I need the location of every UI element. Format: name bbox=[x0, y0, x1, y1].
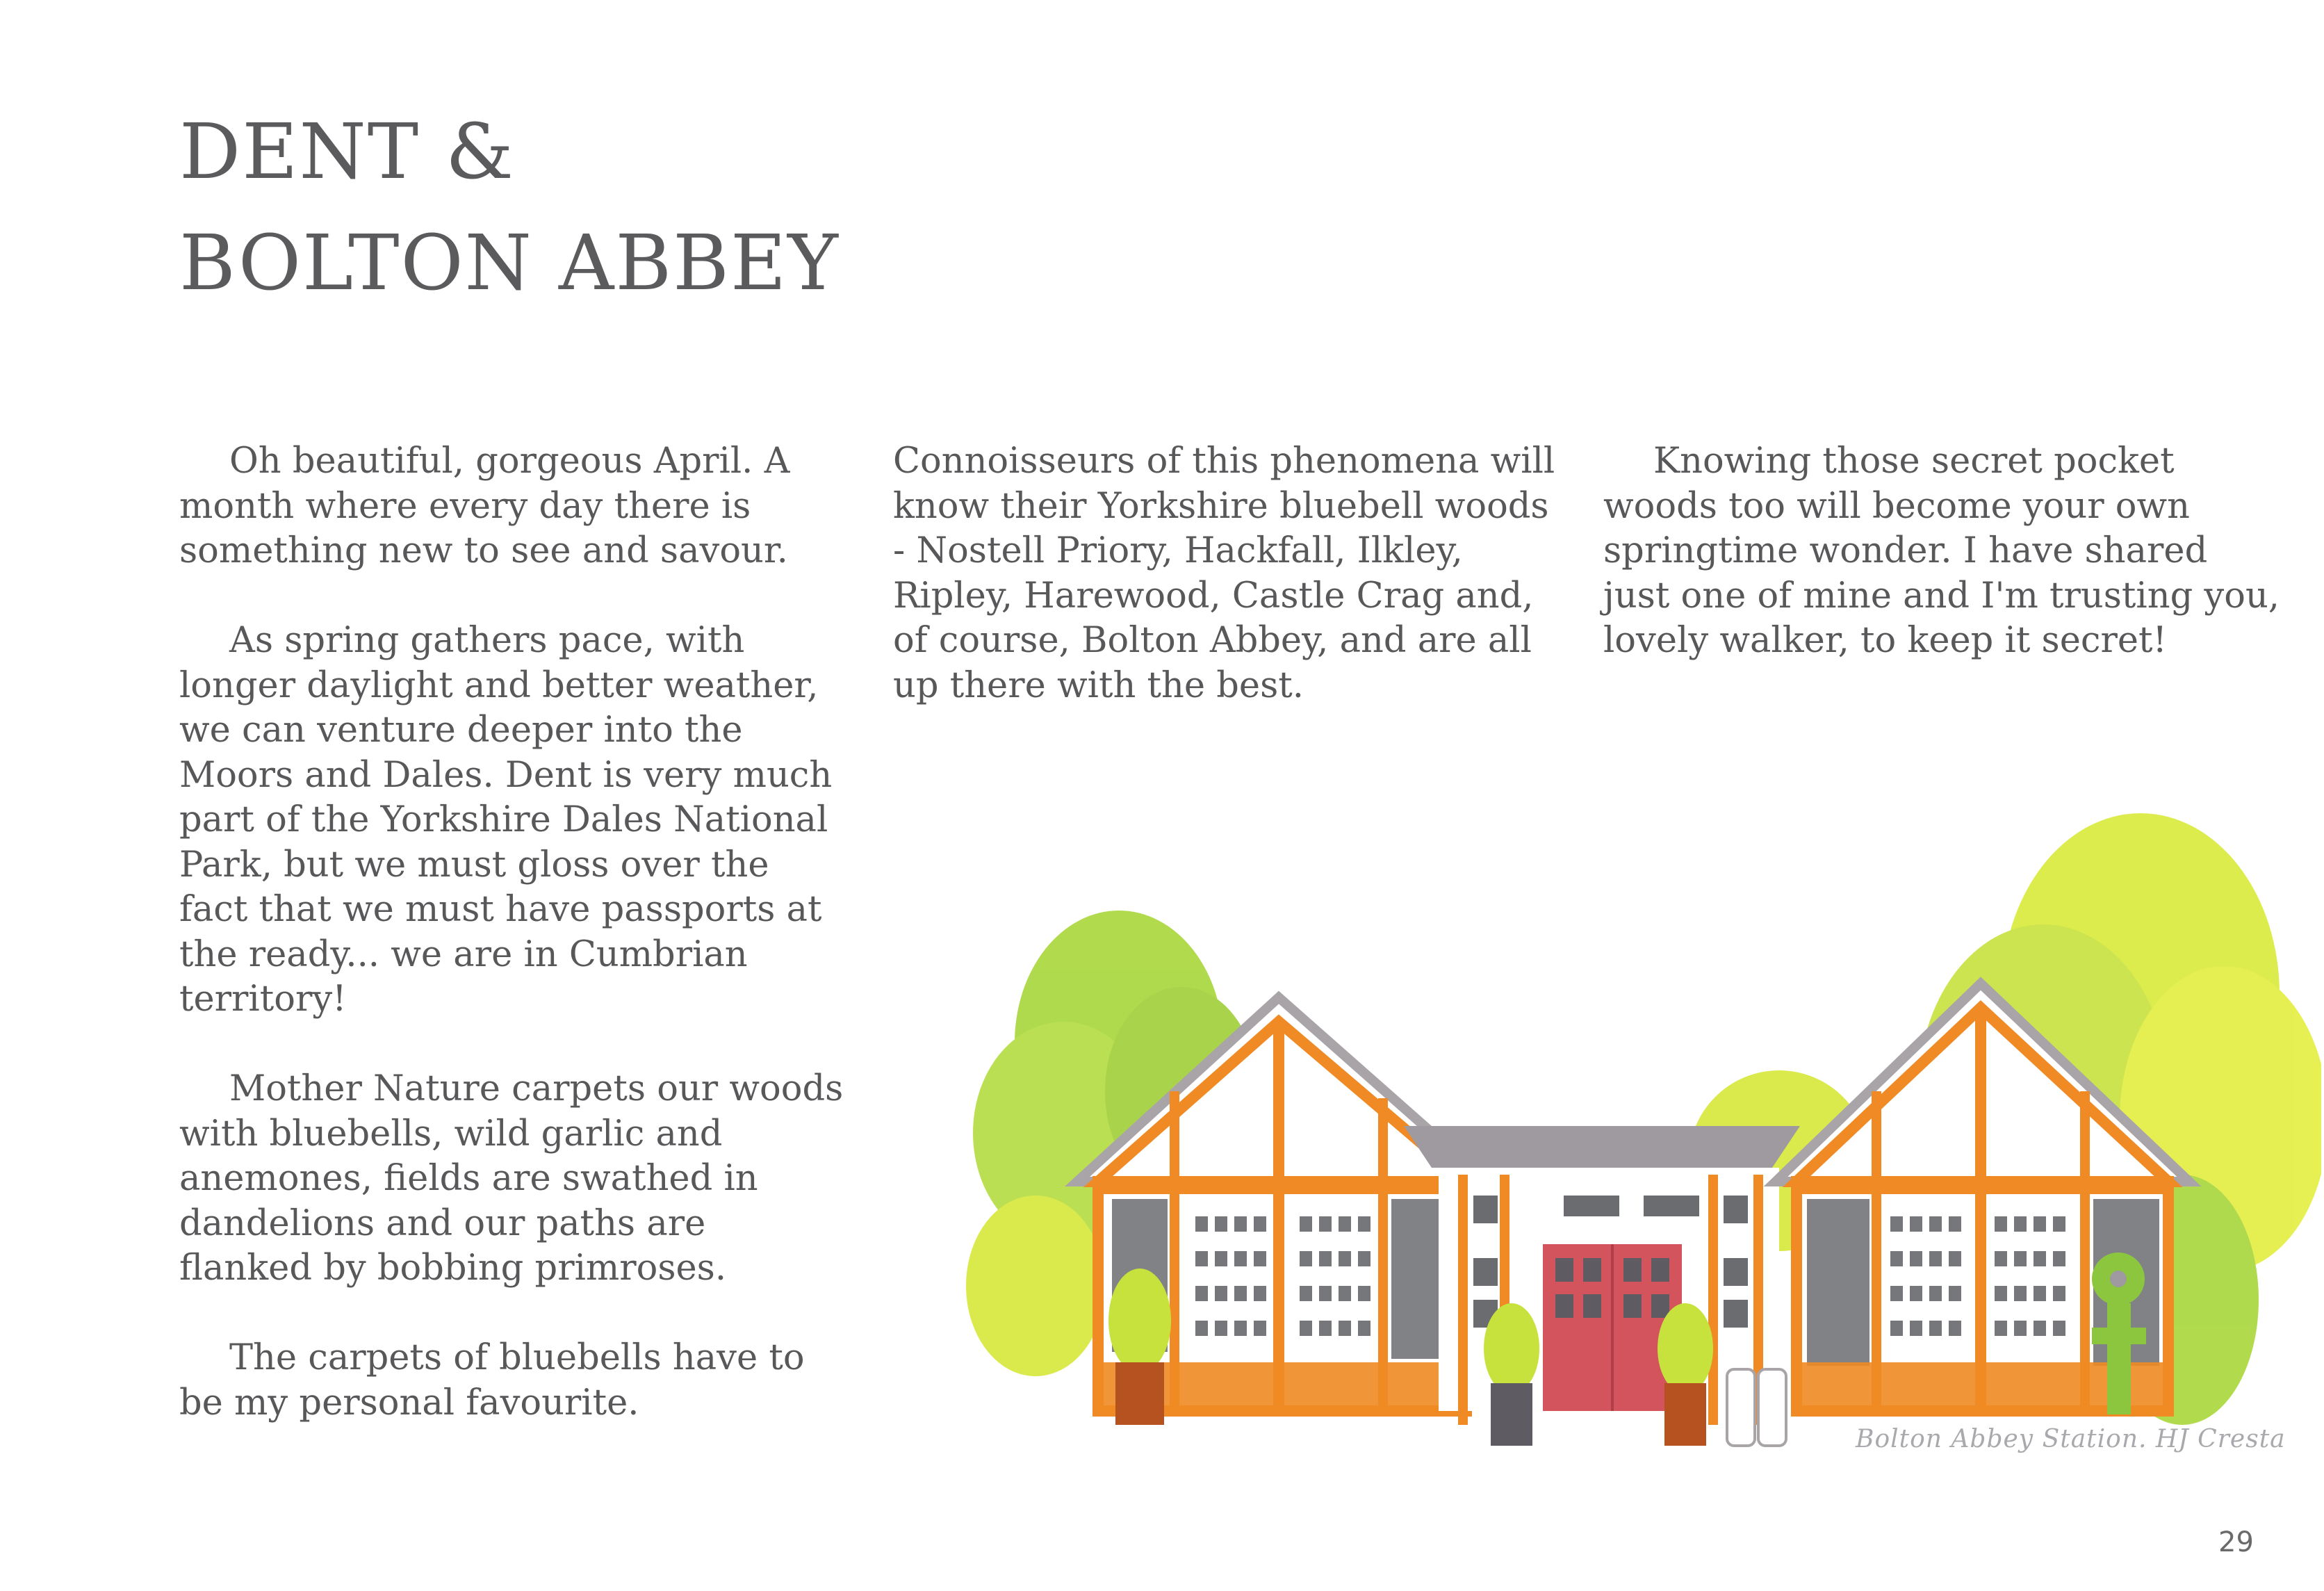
title-line-2: BOLTON ABBEY bbox=[179, 218, 840, 307]
illustration-caption: Bolton Abbey Station. HJ Cresta bbox=[1856, 1425, 2286, 1453]
page-number: 29 bbox=[2218, 1526, 2254, 1558]
station-illustration bbox=[959, 799, 2321, 1460]
page-title bbox=[179, 96, 840, 318]
station-watercolour-icon bbox=[959, 799, 2321, 1460]
paragraph: Connoisseurs of this phenomena will know their Yorkshire bluebell woods - Nostell Priory, Hackfall, Ilkley, Ripley, Harewood, Castle Crag and, of course, Bolton Abbey, and are all up there with the best. bbox=[893, 441, 1555, 706]
text-column-2 bbox=[893, 439, 1560, 753]
text-column-3 bbox=[1603, 439, 2284, 708]
text-column-1 bbox=[179, 439, 846, 1471]
paragraph: The carpets of bluebells have to be my personal favourite. bbox=[179, 1337, 805, 1423]
paragraph: Oh beautiful, gorgeous April. A month where every day there is something new to see and savour. bbox=[179, 441, 790, 571]
paragraph: As spring gathers pace, with longer daylight and better weather, we can venture deeper into the Moors and Dales. Dent is very much part of the Yorkshire Dales National Park, but we must gloss over the fact that we must have passports at the ready... we are in Cumbrian territory! bbox=[179, 620, 833, 1020]
paragraph: Knowing those secret pocket woods too will become your own springtime wonder. I have shared just one of mine and I'm trusting you, lovely walker, to keep it secret! bbox=[1603, 441, 2280, 661]
paragraph: Mother Nature carpets our woods with bluebells, wild garlic and anemones, fields are swathed in dandelions and our paths are flanked by bobbing primroses. bbox=[179, 1068, 844, 1289]
title-line-1: DENT & bbox=[179, 107, 515, 196]
